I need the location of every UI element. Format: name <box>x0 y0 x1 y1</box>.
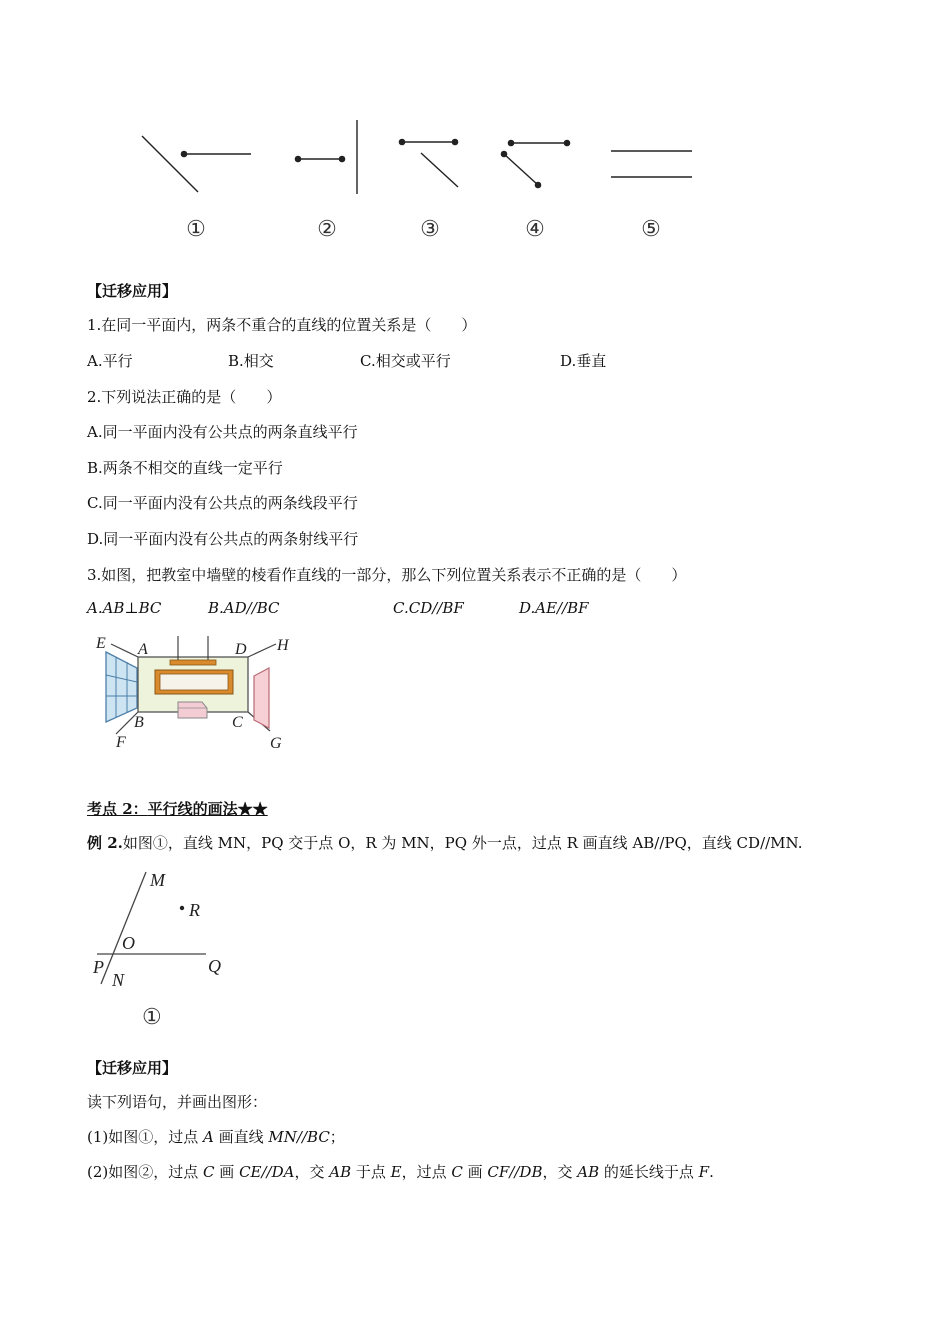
edge-AE <box>111 644 138 657</box>
example-label: 例 2. <box>87 834 123 852</box>
q3-option-b: B.AD//BC <box>208 599 280 617</box>
desk <box>178 702 207 718</box>
fig4-point-a <box>508 140 513 145</box>
q1-option-b: B.相交 <box>228 352 274 370</box>
room-label-C: C <box>232 714 243 731</box>
label-N: N <box>112 970 125 990</box>
room-label-G: G <box>270 735 282 752</box>
item1-line-BC: BC <box>307 1128 330 1146</box>
fig-label-3: ③ <box>420 216 440 241</box>
intersecting-lines-figure <box>88 868 238 1033</box>
item1-line-MN: MN <box>268 1128 297 1146</box>
item2-text: 画 <box>214 1163 240 1181</box>
label-M: M <box>150 870 165 890</box>
q2-option-b: B.两条不相交的直线一定平行 <box>87 459 283 477</box>
fig2-point-a <box>295 156 300 161</box>
item2-math: AB <box>577 1163 600 1181</box>
fig1-point <box>181 151 186 156</box>
room-label-B: B <box>134 714 144 731</box>
fig4-point-d <box>535 182 540 187</box>
item2-math: // <box>509 1163 520 1181</box>
door-icon <box>254 668 269 728</box>
fig-label-2: ② <box>317 216 337 241</box>
item2-math: DA <box>271 1163 295 1181</box>
item2-math: C <box>203 1163 215 1181</box>
label-Q: Q <box>208 956 221 976</box>
line-MN <box>101 872 146 984</box>
fig-label-1: ① <box>186 216 206 241</box>
room-label-F: F <box>116 734 126 751</box>
question-1-stem: 1.在同一平面内，两条不重合的直线的位置关系是（ ） <box>87 316 477 334</box>
kaodian-title: 平行线的画法★★ <box>147 800 268 818</box>
figure-caption: ① <box>142 1004 162 1029</box>
item2-math: C <box>451 1163 463 1181</box>
example-text: 如图①，直线 MN，PQ 交于点 O，R 为 MN，PQ 外一点，过点 R 画直线 AB//PQ，直线 CD//MN. <box>122 834 803 852</box>
kaodian-label: 考点 2： <box>87 800 148 818</box>
point-R <box>180 906 184 910</box>
kaodian-heading <box>87 798 268 819</box>
q3-option-a: A.AB⊥BC <box>87 599 162 617</box>
fig3-line <box>421 153 458 187</box>
fig1-line-a <box>142 136 198 192</box>
room-label-D: D <box>235 641 247 658</box>
q3-option-c: C.CD//BF <box>393 599 464 617</box>
label-P: P <box>93 957 104 977</box>
item1-parallel: // <box>296 1128 308 1146</box>
fig3-point-a <box>399 139 404 144</box>
edge-DH <box>248 644 276 657</box>
question-2-stem: 2.下列说法正确的是（ ） <box>87 388 282 406</box>
instruction: 读下列语句，并画出图形： <box>87 1093 268 1111</box>
item2-math: E <box>390 1163 402 1181</box>
q2-option-a: A.同一平面内没有公共点的两条直线平行 <box>87 423 358 441</box>
section-heading-2: 【迁移应用】 <box>87 1059 178 1077</box>
question-3-stem: 3.如图，把教室中墙壁的棱看作直线的一部分，那么下列位置关系表示不正确的是（ ） <box>87 566 687 584</box>
fig4-ray <box>504 154 538 185</box>
label-R: R <box>189 900 200 920</box>
item1-point-A: A <box>203 1128 214 1146</box>
item2-text: ，交 <box>294 1163 330 1181</box>
fig3-point-b <box>452 139 457 144</box>
example-2 <box>87 832 802 853</box>
q1-option-c: C.相交或平行 <box>360 352 451 370</box>
section-heading: 【迁移应用】 <box>87 282 178 300</box>
room-label-E: E <box>96 635 106 652</box>
window-icon <box>106 652 137 722</box>
item2-math: CE <box>239 1163 262 1181</box>
fig4-point-b <box>564 140 569 145</box>
line-positions-figure <box>130 110 710 250</box>
fig-label-4: ④ <box>525 216 545 241</box>
fig-label-5: ⑤ <box>641 216 661 241</box>
item2-text: (2)如图②，过点 <box>87 1163 204 1181</box>
item2-text: 于点 <box>351 1163 391 1181</box>
item2-text: 的延长线于点 <box>599 1163 699 1181</box>
item2-math: AB <box>329 1163 352 1181</box>
label-O: O <box>122 933 135 953</box>
item2-math: // <box>261 1163 272 1181</box>
item2-math: CF <box>487 1163 510 1181</box>
classroom-figure <box>88 630 303 755</box>
room-label-H: H <box>277 637 289 654</box>
item1-text: 画直线 <box>213 1128 269 1146</box>
q2-option-d: D.同一平面内没有公共点的两条射线平行 <box>87 530 359 548</box>
item1-text: (1)如图①，过点 <box>87 1128 204 1146</box>
q3-option-d: D.AE//BF <box>519 599 589 617</box>
fig2-point-b <box>339 156 344 161</box>
item-1 <box>87 1126 345 1147</box>
projector <box>170 660 216 665</box>
q1-option-a: A.平行 <box>87 352 133 370</box>
q1-option-d: D.垂直 <box>560 352 607 370</box>
item1-text: ； <box>329 1128 345 1146</box>
item2-text: 画 <box>462 1163 488 1181</box>
item-2 <box>87 1161 714 1182</box>
q2-option-c: C.同一平面内没有公共点的两条线段平行 <box>87 494 358 512</box>
item2-text: ，过点 <box>401 1163 452 1181</box>
item2-text: . <box>709 1163 714 1181</box>
item2-math: F <box>698 1163 710 1181</box>
item2-math: DB <box>519 1163 543 1181</box>
fig4-point-c <box>501 151 506 156</box>
room-label-A: A <box>138 641 148 658</box>
item2-text: ，交 <box>542 1163 578 1181</box>
